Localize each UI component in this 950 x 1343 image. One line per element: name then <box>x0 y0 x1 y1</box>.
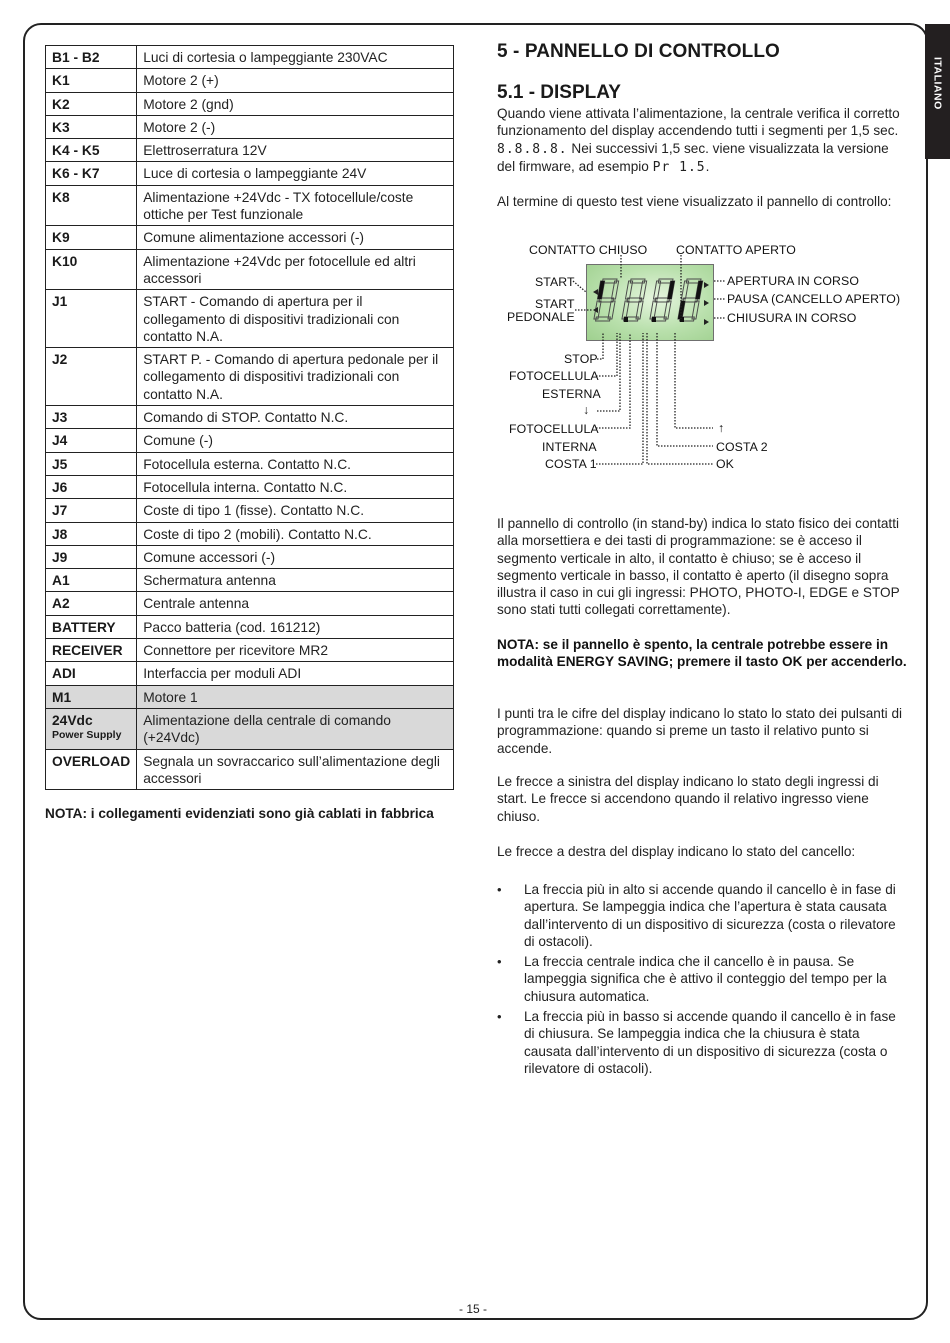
terminal-description: Motore 1 <box>137 685 454 708</box>
list-item: • La freccia più in basso si accende quando il cancello è in fase di chiusura. Se lampeggia indica che la chiusura è stata causata dall’intervento di un dispositivo di sicurezza (costa o rilevatore di ostacoli). <box>497 1009 896 1076</box>
terminal-description: Luci di cortesia o lampeggiante 230VAC <box>137 46 454 69</box>
bullet-icon: • <box>497 1009 502 1025</box>
label-contact-open: CONTATTO APERTO <box>676 243 796 257</box>
dots-paragraph: I punti tra le cifre del display indicano lo stato lo stato dei pulsanti di programmazione: quando si preme un tasto il relativo punto si accende. <box>497 706 903 756</box>
lcd-test-pattern: 8.8.8.8. <box>497 141 568 157</box>
table-row <box>46 69 454 92</box>
factory-wiring-note: NOTA: i collegamenti evidenziati sono già cablati in fabbrica <box>45 806 434 821</box>
table-row <box>46 115 454 138</box>
terminal-description: Elettroserratura 12V <box>137 139 454 162</box>
label-stop: STOP <box>564 352 598 366</box>
connections-table <box>45 45 454 790</box>
terminal-description: Comune alimentazione accessori (-) <box>137 226 454 249</box>
terminal-code: OVERLOAD <box>46 749 137 790</box>
terminal-code: BATTERY <box>46 615 137 638</box>
section-title: 5 - PANNELLO DI CONTROLLO <box>497 41 780 62</box>
label-photo-ext-1: FOTOCELLULA <box>509 369 599 383</box>
terminal-code: J9 <box>46 545 137 568</box>
language-tab-label: ITALIANO <box>931 57 944 110</box>
terminal-description: Alimentazione della centrale di comando (+24Vdc) <box>137 708 454 749</box>
terminal-description: Motore 2 (gnd) <box>137 92 454 115</box>
terminal-code: K1 <box>46 69 137 92</box>
intro-paragraph: Quando viene attivata l’alimentazione, la centrale verifica il corretto funzionamento del display accendendo tutti i segmenti per 1,5 sec. 8.8.8.8. Nei successivi 1,5 sec. viene visualizzata la versione del firmware, ad esempio Pr 1.5. <box>497 106 900 175</box>
control-panel-section <box>497 40 907 210</box>
terminal-code: J3 <box>46 406 137 429</box>
terminal-code: K9 <box>46 226 137 249</box>
table-row <box>46 749 454 790</box>
terminal-code: J5 <box>46 452 137 475</box>
list-item: • La freccia centrale indica che il cancello è in pausa. Se lampeggia significa che è attivo il conteggio del tempo per la chiusura automatica. <box>497 954 887 1004</box>
table-row <box>46 429 454 452</box>
gate-status-list <box>497 881 907 1080</box>
table-row <box>46 708 454 749</box>
page-number: - 15 - <box>459 1302 488 1316</box>
down-arrow-icon: ↓ <box>583 403 590 417</box>
list-item: • La freccia più in alto si accende quando il cancello è in fase di apertura. Se lampeggia indica che l’apertura è stata causata dall’intervento di un dispositivo di sicurezza (costa o rilevatore di ostacoli). <box>497 882 896 949</box>
terminal-description: Coste di tipo 1 (fisse). Contatto N.C. <box>137 499 454 522</box>
terminal-code: 24Vdc Power Supply <box>46 708 137 749</box>
left-arrows-paragraph: Le frecce a sinistra del display indicano lo stato degli ingressi di start. Le frecce si accendono quando il relativo ingresso viene chiuso. <box>497 774 879 824</box>
terminal-code: ADI <box>46 662 137 685</box>
terminal-description: Comando di STOP. Contatto N.C. <box>137 406 454 429</box>
terminal-description: Comune (-) <box>137 429 454 452</box>
table-row <box>46 592 454 615</box>
label-pause: PAUSA (CANCELLO APERTO) <box>727 292 901 306</box>
label-start-ped-2: PEDONALE <box>507 310 575 324</box>
terminal-code: A1 <box>46 569 137 592</box>
terminal-description: Connettore per ricevitore MR2 <box>137 639 454 662</box>
table-row <box>46 348 454 406</box>
label-edge2: COSTA 2 <box>716 440 768 454</box>
terminal-code: J2 <box>46 348 137 406</box>
table-row <box>46 685 454 708</box>
terminal-description: Comune accessori (-) <box>137 545 454 568</box>
terminal-code: J6 <box>46 475 137 498</box>
terminal-description: Centrale antenna <box>137 592 454 615</box>
terminal-description: Schermatura antenna <box>137 569 454 592</box>
table-row <box>46 406 454 429</box>
terminal-code: K6 - K7 <box>46 162 137 185</box>
language-tab <box>925 24 950 159</box>
table-row <box>46 290 454 348</box>
table-row <box>46 475 454 498</box>
table-row <box>46 46 454 69</box>
table-row <box>46 162 454 185</box>
label-closing: CHIUSURA IN CORSO <box>727 311 857 325</box>
table-row <box>46 499 454 522</box>
bullet-icon: • <box>497 954 502 970</box>
terminal-description: Alimentazione +24Vdc - TX fotocellule/coste ottiche per Test funzionale <box>137 185 454 226</box>
label-photo-int-1: FOTOCELLULA <box>509 422 599 436</box>
right-arrows-paragraph: Le frecce a destra del display indicano lo stato del cancello: <box>497 844 856 859</box>
table-row <box>46 639 454 662</box>
table-row <box>46 522 454 545</box>
terminal-description: START - Comando di apertura per il collegamento di dispositivi tradizionali con contatto N.A. <box>137 290 454 348</box>
up-arrow-icon: ↑ <box>718 421 725 435</box>
terminal-description: Pacco batteria (cod. 161212) <box>137 615 454 638</box>
terminal-code: J4 <box>46 429 137 452</box>
terminal-description: Coste di tipo 2 (mobili). Contatto N.C. <box>137 522 454 545</box>
label-ok: OK <box>716 457 734 471</box>
table-row <box>46 662 454 685</box>
terminal-description: Luce di cortesia o lampeggiante 24V <box>137 162 454 185</box>
energy-saving-note: NOTA: se il pannello è spento, la centrale potrebbe essere in modalità ENERGY SAVING; premere il tasto OK per accenderlo. <box>497 637 907 670</box>
terminal-code: B1 - B2 <box>46 46 137 69</box>
subsection-title: 5.1 - DISPLAY <box>497 82 621 103</box>
table-row <box>46 139 454 162</box>
table-row <box>46 226 454 249</box>
terminal-code-sub: Power Supply <box>52 729 122 742</box>
label-photo-ext-2: ESTERNA <box>542 387 601 401</box>
table-row <box>46 545 454 568</box>
table-row <box>46 185 454 226</box>
label-photo-int-2: INTERNA <box>542 440 597 454</box>
label-edge1: COSTA 1 <box>545 457 597 471</box>
terminal-description: START P. - Comando di apertura pedonale per il collegamento di dispositivi tradizionali con contatto N.A. <box>137 348 454 406</box>
table-row <box>46 615 454 638</box>
terminal-code: K10 <box>46 249 137 290</box>
table-row <box>46 569 454 592</box>
bullet-icon: • <box>497 882 502 897</box>
label-start: START <box>535 275 575 289</box>
label-contact-closed: CONTATTO CHIUSO <box>529 243 648 257</box>
label-start-ped-1: START <box>535 297 575 311</box>
table-row <box>46 249 454 290</box>
display-diagram <box>500 238 910 483</box>
terminal-code: K2 <box>46 92 137 115</box>
terminal-code: K4 - K5 <box>46 139 137 162</box>
terminal-code: J1 <box>46 290 137 348</box>
terminal-code: K3 <box>46 115 137 138</box>
terminal-description: Segnala un sovraccarico sull’alimentazione degli accessori <box>137 749 454 790</box>
terminal-description: Motore 2 (+) <box>137 69 454 92</box>
terminal-description: Interfaccia per moduli ADI <box>137 662 454 685</box>
test-end-paragraph: Al termine di questo test viene visualizzato il pannello di controllo: <box>497 194 892 210</box>
terminal-code: A2 <box>46 592 137 615</box>
terminal-code: K8 <box>46 185 137 226</box>
terminal-description: Motore 2 (-) <box>137 115 454 138</box>
table-row <box>46 92 454 115</box>
terminal-code: J8 <box>46 522 137 545</box>
terminal-code: M1 <box>46 685 137 708</box>
terminal-code: J7 <box>46 499 137 522</box>
terminal-description: Alimentazione +24Vdc per fotocellule ed altri accessori <box>137 249 454 290</box>
label-opening: APERTURA IN CORSO <box>727 274 859 288</box>
terminal-description: Fotocellula esterna. Contatto N.C. <box>137 452 454 475</box>
terminal-code: RECEIVER <box>46 639 137 662</box>
terminal-description: Fotocellula interna. Contatto N.C. <box>137 475 454 498</box>
standby-paragraph: Il pannello di controllo (in stand-by) indica lo stato fisico dei contatti alla morsettiera e dei tasti di programmazione: se è acceso il segmento verticale in alto, il contatto è chiuso; se è acceso il segmento verticale in basso, il contatto è aperto (il disegno sopra illustra il caso in cui gli ingressi: PHOTO, PHOTO-I, EDGE e STOP sono stati tutti collegati correttamente). <box>497 516 900 618</box>
table-row <box>46 452 454 475</box>
lcd-firmware-example: Pr 1.5 <box>652 159 706 175</box>
